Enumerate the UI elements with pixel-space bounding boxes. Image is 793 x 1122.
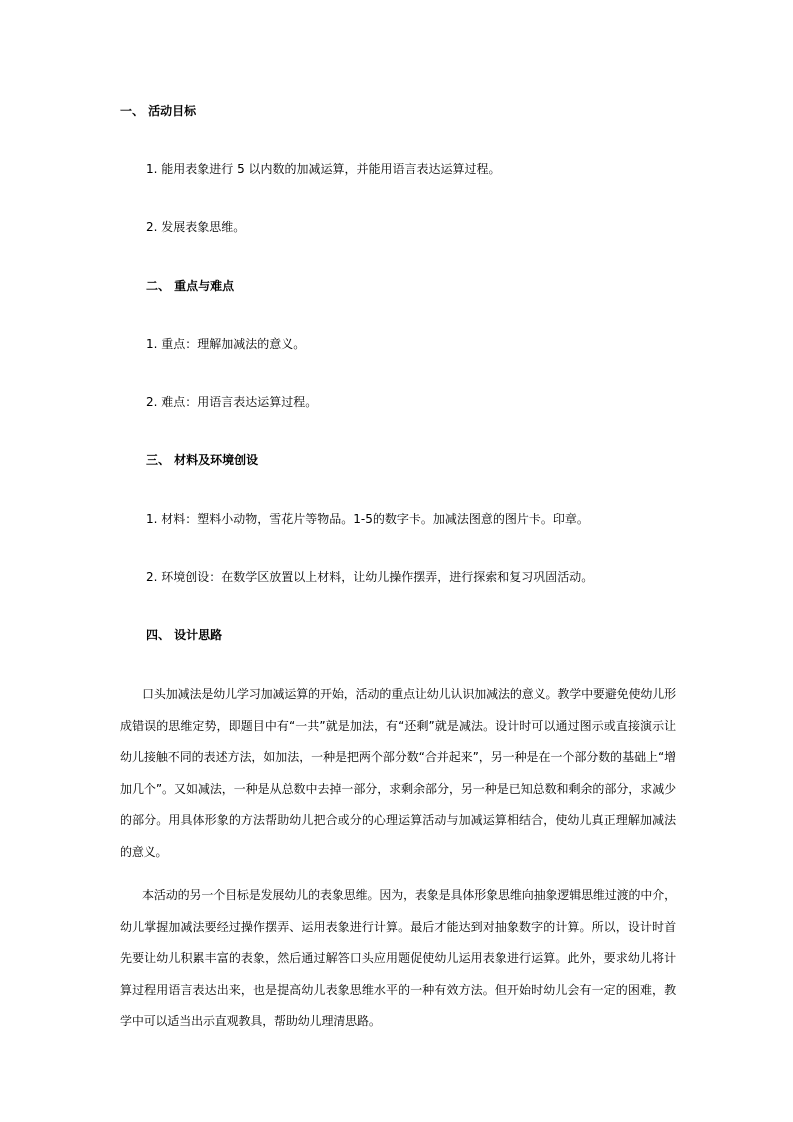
section-2-item-1: 1. 重点：理解加减法的意义。 (146, 337, 306, 351)
section-2-item-2: 2. 难点：用语言表达运算过程。 (146, 395, 318, 409)
section-3-heading: 三、 材料及环境创设 (146, 453, 259, 467)
section-2-heading: 二、 重点与难点 (146, 279, 235, 293)
section-1-heading: 一、 活动目标 (120, 104, 197, 118)
section-4-heading: 四、 设计思路 (146, 628, 223, 642)
section-1-item-1: 1. 能用表象进行 5 以内数的加减运算，并能用语言表达运算过程。 (146, 162, 501, 176)
design-paragraph-1: 口头加减法是幼儿学习加减运算的开始，活动的重点让幼儿认识加减法的意义。教学中要避免使幼儿形成错误的思维定势，即题目中有“一共”就是加法，有“还剩”就是减法。设计时可以通过图示或直接演示让幼儿接触不同的表述方法，如加法，一种是把两个部分数“合并起来”，另一种是在一个部分数的基础上“增加几个”。又如减法，一种是从总数中去掉一部分，求剩余部分，另一种是已知总数和剩余的部分，求减少的部分。用具体形象的方法帮助幼儿把合或分的心理运算活动与加减运算相结合，使幼儿真正理解加减法的意义。 (120, 687, 676, 859)
section-3-item-1: 1. 材料：塑料小动物，雪花片等物品。1-5的数字卡。加减法图意的图片卡。印章。 (146, 512, 589, 526)
design-paragraph-2: 本活动的另一个目标是发展幼儿的表象思维。因为，表象是具体形象思维向抽象逻辑思维过渡的中介，幼儿掌握加减法要经过操作摆弄、运用表象进行计算。最后才能达到对抽象数字的计算。所以，设计时首先要让幼儿积累丰富的表象，然后通过解答口头应用题促使幼儿运用表象进行运算。此外，要求幼儿将计算过程用语言表达出来，也是提高幼儿表象思维水平的一种有效方法。但开始时幼儿会有一定的困难，教学中可以适当出示直观教具，帮助幼儿理清思路。 (120, 888, 676, 1028)
section-3-item-2: 2. 环境创设：在数学区放置以上材料，让幼儿操作摆弄，进行探索和复习巩固活动。 (146, 570, 594, 584)
section-1-item-2: 2. 发展表象思维。 (146, 220, 246, 234)
